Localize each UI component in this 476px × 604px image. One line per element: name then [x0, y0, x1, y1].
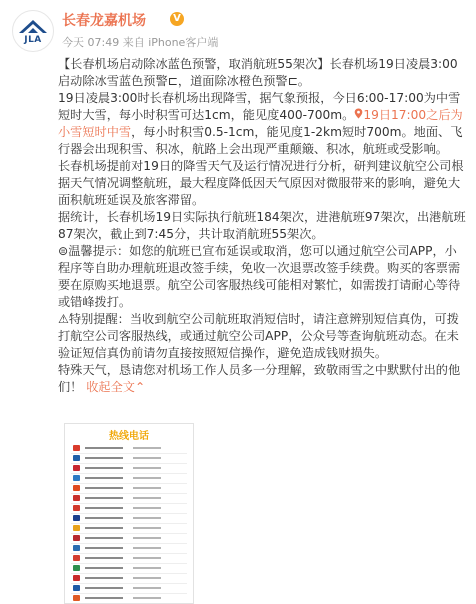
post-paragraph-tips: ⊜温馨提示：如您的航班已宣布延误或取消，您可以通过航空公司APP，小程序等自助办理航班退改签手续，免收一次退票改签手续费。购买的客票需要在原购买地退票。航空公司客服热线可能相对繁忙，如需拨打请耐心等待或错峰拨打。 — [58, 244, 461, 309]
post-paragraph-closing — [58, 362, 466, 396]
post-paragraph-forecast — [58, 90, 466, 158]
image-row — [71, 564, 187, 572]
post-paragraph-analysis: 长春机场提前对19日的降雪天气及运行情况进行分析，研判建议航空公司根据天气情况调整航班，最大程度降低因天气原因对微服带来的影响，避免大面积航班延误及旅客滞留。 — [58, 159, 464, 207]
post-body — [58, 56, 466, 396]
image-row — [71, 494, 187, 502]
image-row — [71, 514, 187, 522]
post-meta: 今天 07:49 来自 iPhone客户端 — [62, 36, 219, 49]
location-pin-icon — [354, 108, 363, 119]
post-paragraph-headline: 【长春机场启动除冰蓝色预警，取消航班55架次】长春机场19日凌晨3:00启动除冰雪蓝色预警⊏，道面除冰橙色预警⊏。 — [58, 57, 458, 88]
image-row — [71, 524, 187, 532]
collapse-button[interactable] — [86, 380, 145, 394]
image-row — [71, 484, 187, 492]
image-row — [71, 554, 187, 562]
image-row — [71, 464, 187, 472]
post-image-hotline-list[interactable] — [64, 423, 194, 604]
collapse-label: 收起全文 — [86, 380, 135, 394]
post-header — [0, 0, 476, 58]
image-row — [71, 594, 187, 602]
image-row — [71, 534, 187, 542]
image-row — [71, 444, 187, 452]
location-link-label: 19日17:00之后为小雪短时中雪 — [58, 108, 463, 139]
verified-badge-icon: V — [170, 12, 184, 26]
image-row — [71, 504, 187, 512]
image-row — [71, 454, 187, 462]
closing-text: 特殊天气，恳请您对机场工作人员多一分理解，致敬雨雪之中默默付出的他们！ — [58, 363, 461, 394]
collapse-arrow-icon: ⌃ — [135, 380, 146, 394]
avatar[interactable] — [12, 10, 54, 52]
forecast-text-a: 19日凌晨3:00时长春机场出现降雪，据气象预报，今日6:00-17:00为中雪短时大雪，每小时积雪可达1cm，能见度400-700m。 — [58, 91, 461, 122]
post-paragraph-statistics: 据统计，长春机场19日实际执行航班184架次，进港航班97架次，出港航班87架次，截止到7:45分，共计取消航班55架次。 — [58, 210, 466, 241]
image-row — [71, 544, 187, 552]
forecast-text-b: ，每小时积雪0.5-1cm，能见度1-2km短时700m。地面、飞行器会出现积雪、积冰，航路上会出现严重颠簸、积冰，航班或受影响。 — [58, 125, 463, 156]
image-title: 热线电话 — [109, 431, 149, 442]
image-row — [71, 584, 187, 592]
image-row — [71, 574, 187, 582]
avatar-text: JLA — [24, 35, 42, 45]
image-row — [71, 474, 187, 482]
airport-logo-icon — [13, 11, 53, 51]
post-paragraph-warning: ⚠特别提醒：当收到航空公司航班取消短信时，请注意辨别短信真伪，可拨打航空公司客服热线，或通过航空公司APP，公众号等查询航班动态。在未验证短信真伪前请勿直接按照短信操作，避免造成钱财损失。 — [58, 312, 459, 360]
account-name[interactable]: 长春龙嘉机场 — [62, 13, 146, 29]
